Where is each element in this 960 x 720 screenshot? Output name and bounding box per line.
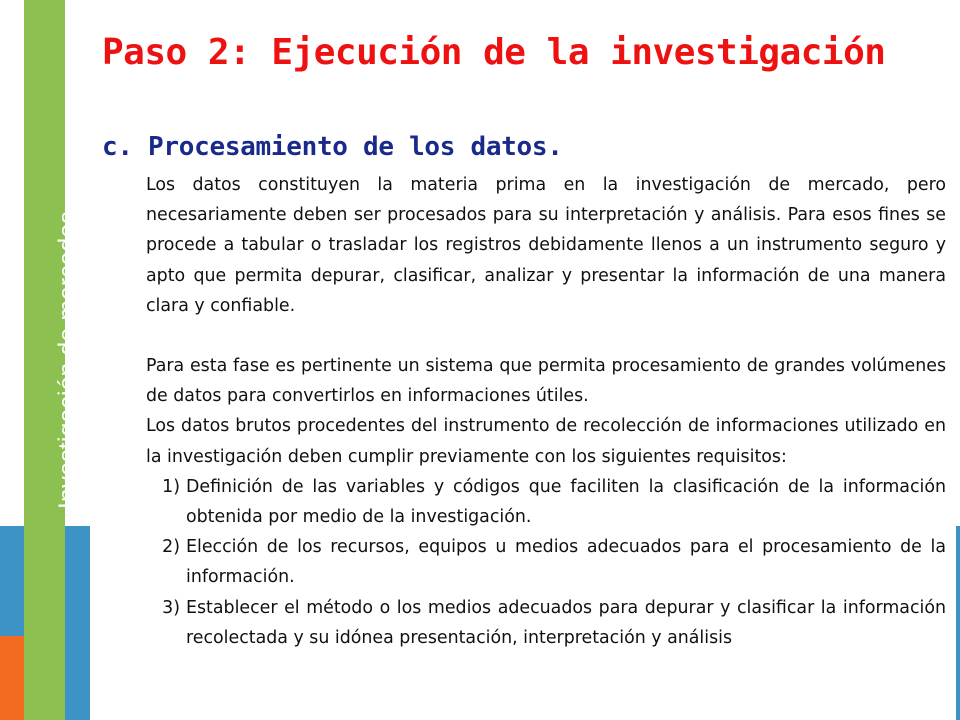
list-item-text: Elección de los recursos, equipos u medios adecuados para el procesamiento de la información. xyxy=(186,537,946,588)
page-title: Paso 2: Ejecución de la investigación xyxy=(102,32,886,73)
sidebar-label: Investigación de mercados xyxy=(54,211,81,509)
page-number-badge: 20 xyxy=(881,644,927,690)
list-item-number: 1) xyxy=(162,476,180,497)
slide-content xyxy=(90,0,956,720)
list-item xyxy=(146,472,946,532)
list-item-number: 2) xyxy=(162,537,180,558)
list-item xyxy=(146,532,946,592)
body-text xyxy=(146,170,946,653)
list-item-number: 3) xyxy=(162,597,180,618)
list-item xyxy=(146,593,946,653)
list-item-text: Definición de las variables y códigos que faciliten la clasificación de la información obtenida por medio de la investigación. xyxy=(186,476,946,528)
paragraph: Los datos constituyen la materia prima en la investigación de mercado, pero necesariamente deben ser procesados para su interpretación y análisis. Para esos fines se procede a tabular o trasladar los registros debidamente llenos a un instrumento seguro y apto que permita depurar, clasificar, analizar y presentar la información de una manera clara y confiable. xyxy=(146,175,946,316)
paragraph: Para esta fase es pertinente un sistema que permita procesamiento de grandes volúmenes de datos para convertirlos en informaciones útiles. xyxy=(146,356,946,407)
requirements-list xyxy=(146,472,946,653)
section-heading: c. Procesamiento de los datos. xyxy=(102,132,563,162)
paragraph: Los datos brutos procedentes del instrumento de recolección de informaciones utilizado en la investigación deben cumplir previamente con los siguientes requisitos: xyxy=(146,416,946,467)
list-item-text: Establecer el método o los medios adecuados para depurar y clasificar la información recolectada y su idónea presentación, interpretación y análisis xyxy=(186,597,946,648)
sidebar-band xyxy=(24,0,81,720)
